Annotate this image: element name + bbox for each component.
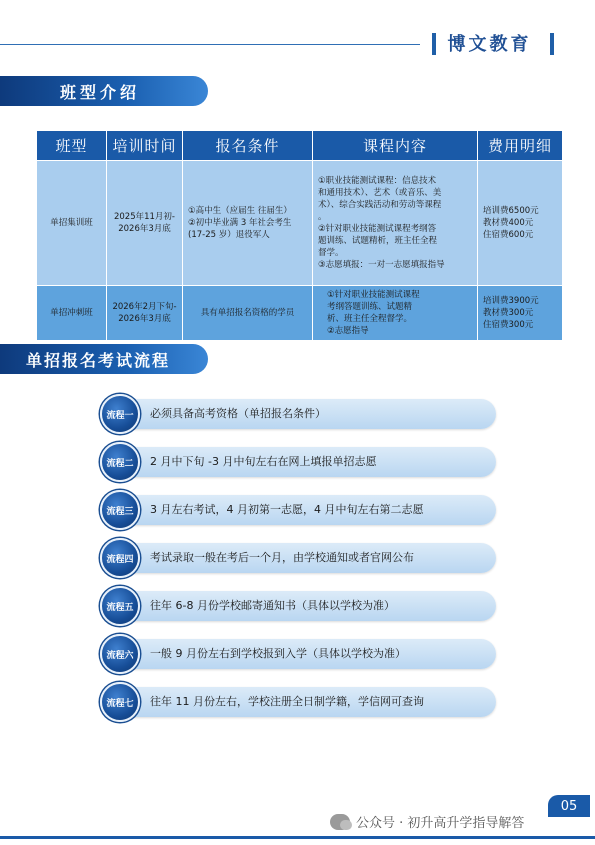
process-step-text: 3 月左右考试，4 月初第一志愿，4 月中旬左右第二志愿 [150, 503, 424, 516]
course-content-cell [313, 286, 478, 341]
process-step-text: 往年 6-8 月份学校邮寄通知书（具体以学校为准） [150, 599, 395, 612]
brand-name: 博文教育 [447, 34, 532, 55]
section-title-text: 班型介绍 [60, 82, 141, 102]
text-line: 教材费400元 [483, 218, 534, 228]
process-step [100, 687, 496, 717]
process-step [100, 447, 496, 477]
text-line: ①高中生（应届生 往届生） [188, 206, 292, 216]
table-row [37, 286, 563, 341]
footer-rule [0, 836, 595, 839]
text-line: 培训费6500元 [483, 206, 539, 216]
table-row [37, 161, 563, 286]
text-line: 。 [318, 212, 327, 222]
process-step [100, 639, 496, 669]
process-step [100, 399, 496, 429]
text-line: 考纲答题训练、试题精 [327, 302, 413, 312]
text-line: 2026年2月下旬- [112, 302, 177, 312]
table-header-cell: 报名条件 [183, 131, 313, 161]
text-line: (17-25 岁）退役军人 [188, 230, 270, 240]
text-line: 督学。 [318, 248, 344, 258]
text-line: 住宿费300元 [483, 320, 534, 330]
text-line: ②志愿指导 [327, 326, 369, 336]
class-type-cell: 单招集训班 [37, 161, 107, 286]
watermark-text: 公众号 · 初升高升学指导解答 [356, 816, 525, 831]
fees-cell [478, 286, 563, 341]
brand-divider-left [432, 33, 436, 55]
table-header-cell: 费用明细 [478, 131, 563, 161]
text-line: 具有单招报名资格的学员 [200, 308, 295, 318]
section-title-class-types [0, 76, 208, 106]
section-title-text: 单招报名考试流程 [26, 350, 171, 370]
text-line: 培训费3900元 [483, 296, 539, 306]
header-rule [0, 44, 420, 45]
text-line: 题训练、试题精析，班主任全程 [318, 236, 438, 246]
process-step-badge: 流程一 [100, 394, 140, 434]
table-header-cell: 课程内容 [313, 131, 478, 161]
brand-divider-right [550, 33, 554, 55]
text-line: ②初中毕业满 3 年社会考生 [188, 218, 292, 228]
course-content-cell [313, 161, 478, 286]
process-step-badge: 流程四 [100, 538, 140, 578]
text-line: 住宿费600元 [483, 230, 534, 240]
conditions-cell [183, 161, 313, 286]
process-step-badge: 流程二 [100, 442, 140, 482]
process-step [100, 591, 496, 621]
process-step [100, 495, 496, 525]
process-step-text: 往年 11 月份左右，学校注册全日制学籍，学信网可查询 [150, 695, 424, 708]
process-step [100, 543, 496, 573]
section-title-process [0, 344, 208, 374]
text-line: 2025年11月初- [113, 212, 175, 222]
process-step-text: 一般 9 月份左右到学校报到入学（具体以学校为准） [150, 647, 406, 660]
text-line: ①职业技能测试课程：信息技术 [318, 176, 437, 186]
conditions-cell [183, 286, 313, 341]
text-line: 2026年3月底 [118, 224, 171, 234]
text-line: 和通用技术）、艺术（或音乐、美 [318, 188, 442, 198]
text-line: 术）、综合实践活动和劳动等课程 [318, 200, 442, 210]
text-line: 2026年3月底 [118, 314, 171, 324]
text-line: 教材费300元 [483, 308, 534, 318]
fees-cell [478, 161, 563, 286]
process-step-badge: 流程三 [100, 490, 140, 530]
training-time-cell [107, 161, 183, 286]
process-step-badge: 流程五 [100, 586, 140, 626]
process-step-badge: 流程六 [100, 634, 140, 674]
process-step-text: 考试录取一般在考后一个月，由学校通知或者官网公布 [150, 551, 414, 564]
class-type-cell: 单招冲刺班 [37, 286, 107, 341]
table-header-row [37, 131, 563, 161]
class-types-table [36, 130, 563, 341]
process-step-text: 必须具备高考资格（单招报名条件） [150, 407, 326, 420]
text-line: ①针对职业技能测试课程 [327, 290, 420, 300]
process-step-text: 2 月中下旬 -3 月中旬左右在网上填报单招志愿 [150, 455, 377, 468]
table-header-cell: 班型 [37, 131, 107, 161]
training-time-cell [107, 286, 183, 341]
wechat-watermark [330, 812, 524, 831]
wechat-icon [330, 814, 350, 830]
text-line: ③志愿填报：一对一志愿填报指导 [318, 260, 445, 270]
process-step-badge: 流程七 [100, 682, 140, 722]
page-number: 05 [548, 795, 590, 817]
text-line: ②针对职业技能测试课程考纲答 [318, 224, 437, 234]
table-header-cell: 培训时间 [107, 131, 183, 161]
text-line: 析、班主任全程督学。 [327, 314, 413, 324]
